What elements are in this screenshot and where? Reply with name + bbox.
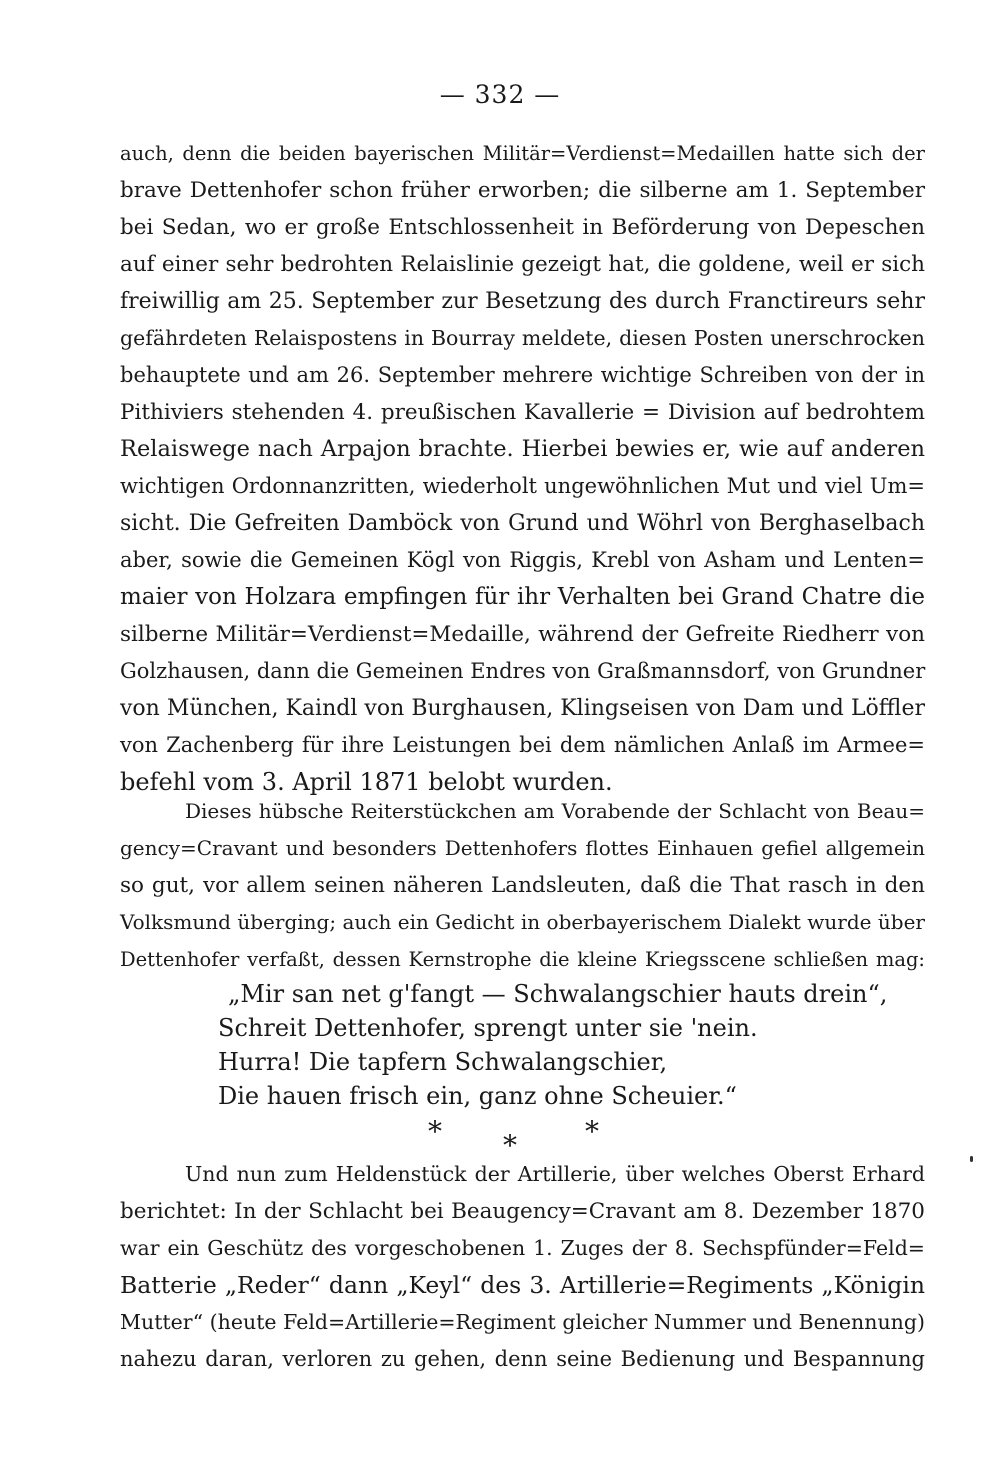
text-line: Volksmund überging; auch ein Gedicht in oberbayerischem Dialekt wurde über xyxy=(120,910,925,934)
poem-verse: „Mir san net g'fangt — Schwalangschier hauts drein“, xyxy=(228,980,888,1008)
text-line: brave Dettenhofer schon früher erworben; die silberne am 1. September xyxy=(120,178,925,203)
poem-verse: Hurra! Die tapfern Schwalangschier, xyxy=(218,1048,668,1076)
asterisk: * xyxy=(585,1115,599,1148)
text-line: Batterie „Reder“ dann „Keyl“ des 3. Artillerie=Regiments „Königin xyxy=(120,1271,925,1299)
text-line: gency=Cravant und besonders Dettenhofers flottes Einhauen gefiel allgemein xyxy=(120,836,925,860)
text-line: auf einer sehr bedrohten Relaislinie gezeigt hat, die goldene, weil er sich xyxy=(120,252,925,277)
poem-verse: Die hauen frisch ein, ganz ohne Scheuier.“ xyxy=(218,1082,737,1110)
text-line: Golzhausen, dann die Gemeinen Endres von Graßmannsdorf, von Grundner xyxy=(120,659,926,683)
text-line: gefährdeten Relaispostens in Bourray meldete, diesen Posten unerschrocken xyxy=(120,326,925,350)
ink-speck xyxy=(970,1156,973,1162)
poem-verse: Schreit Dettenhofer, sprengt unter sie 'nein. xyxy=(218,1014,758,1042)
paragraph-artillerie xyxy=(120,1156,925,1378)
paragraph-dettenhofer-medals xyxy=(120,135,925,801)
text-line: Mutter“ (heute Feld=Artillerie=Regiment gleicher Nummer und Benennung) xyxy=(120,1310,925,1334)
text-line: behauptete und am 26. September mehrere wichtige Schreiben von der in xyxy=(120,363,925,387)
text-line: berichtet: In der Schlacht bei Beaugency=Cravant am 8. Dezember 1870 xyxy=(120,1199,925,1224)
paragraph-reiterstueckchen xyxy=(120,793,925,978)
text-line: Pithiviers stehenden 4. preußischen Kavallerie = Division auf bedrohtem xyxy=(120,400,925,425)
text-line: so gut, vor allem seinen näheren Landsleuten, daß die That rasch in den xyxy=(120,873,925,898)
asterisk: * xyxy=(503,1129,517,1162)
text-line: wichtigen Ordonnanzritten, wiederholt ungewöhnlichen Mut und viel Um= xyxy=(120,474,925,498)
text-line: war ein Geschütz des vorgeschobenen 1. Zuges der 8. Sechspfünder=Feld= xyxy=(120,1236,925,1260)
text-line: sicht. Die Gefreiten Damböck von Grund und Wöhrl von Berghaselbach xyxy=(120,511,925,536)
text-line: Und nun zum Heldenstück der Artillerie, über welches Oberst Erhard xyxy=(185,1162,925,1186)
text-line: silberne Militär=Verdienst=Medaille, während der Gefreite Riedherr von xyxy=(120,622,925,647)
text-line: Relaiswege nach Arpajon brachte. Hierbei bewies er, wie auf anderen xyxy=(120,436,925,462)
text-line: Dieses hübsche Reiterstückchen am Vorabende der Schlacht von Beau= xyxy=(185,799,925,823)
asterisk: * xyxy=(428,1115,442,1148)
text-line: befehl vom 3. April 1871 belobt wurden. xyxy=(120,768,613,796)
text-line: Dettenhofer verfaßt, dessen Kernstrophe die kleine Kriegsscene schließen mag: xyxy=(120,948,925,971)
text-line: freiwillig am 25. September zur Besetzung des durch Franctireurs sehr xyxy=(120,289,925,314)
text-line: von Zachenberg für ihre Leistungen bei dem nämlichen Anlaß im Armee= xyxy=(120,733,925,757)
text-line: bei Sedan, wo er große Entschlossenheit in Beförderung von Depeschen xyxy=(120,215,925,240)
text-line: auch, denn die beiden bayerischen Militär=Verdienst=Medaillen hatte sich der xyxy=(120,142,925,165)
text-line: maier von Holzara empfingen für ihr Verhalten bei Grand Chatre die xyxy=(120,584,925,610)
text-line: von München, Kaindl von Burghausen, Klingseisen von Dam und Löffler xyxy=(120,696,925,721)
text-line: aber, sowie die Gemeinen Kögl von Riggis, Krebl von Asham und Lenten= xyxy=(120,548,925,572)
text-line: nahezu daran, verloren zu gehen, denn seine Bedienung und Bespannung xyxy=(120,1347,925,1371)
poem-stanza xyxy=(218,977,887,1113)
page-number: — 332 — xyxy=(439,80,561,109)
